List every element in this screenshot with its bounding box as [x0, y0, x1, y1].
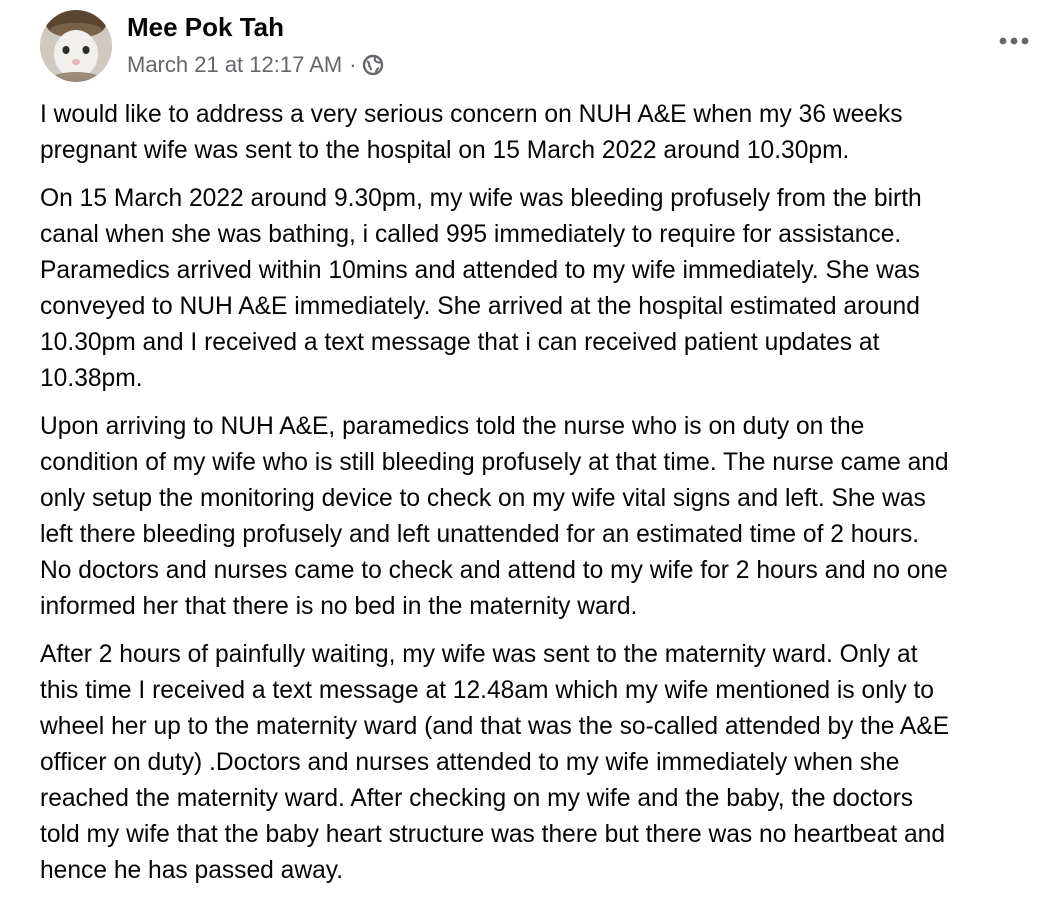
- post-paragraph-1: [40, 97, 1045, 169]
- text-line: I would like to address a very serious concern on NUH A&E when my 36 weeks: [40, 101, 903, 128]
- text-line: wheel her up to the maternity ward (and that was the so-called attended by the A&E: [40, 713, 950, 740]
- text-line: After 2 hours of painfully waiting, my wife was sent to the maternity ward. Only at: [40, 641, 918, 668]
- author-avatar[interactable]: [40, 10, 112, 82]
- more-options-icon: [999, 37, 1029, 45]
- text-line: hence he has passed away.: [40, 857, 344, 884]
- text-line: canal when she was bathing, i called 995 immediately to require for assistance.: [40, 221, 902, 248]
- globe-icon[interactable]: [362, 54, 384, 76]
- post-meta: [127, 52, 384, 78]
- text-line: Upon arriving to NUH A&E, paramedics told the nurse who is on duty on the: [40, 413, 865, 440]
- text-line: pregnant wife was sent to the hospital on 15 March 2022 around 10.30pm.: [40, 137, 850, 164]
- text-line: 10.30pm and I received a text message that i can received patient updates at: [40, 329, 880, 356]
- meta-separator: ·: [349, 52, 357, 77]
- post-header: [0, 0, 1060, 100]
- text-line: condition of my wife who is still bleeding profusely at that time. The nurse came and: [40, 449, 949, 476]
- text-line: only setup the monitoring device to check on my wife vital signs and left. She was: [40, 485, 926, 512]
- text-line: informed her that there is no bed in the maternity ward.: [40, 593, 638, 620]
- text-line: On 15 March 2022 around 9.30pm, my wife was bleeding profusely from the birth: [40, 185, 922, 212]
- text-line: reached the maternity ward. After checking on my wife and the baby, the doctors: [40, 785, 914, 812]
- text-line: told my wife that the baby heart structure was there but there was no heartbeat and: [40, 821, 946, 848]
- text-line: this time I received a text message at 12.48am which my wife mentioned is only to: [40, 677, 934, 704]
- post-timestamp[interactable]: March 21 at 12:17 AM: [127, 52, 343, 77]
- text-line: left there bleeding profusely and left unattended for an estimated time of 2 hours.: [40, 521, 920, 548]
- more-options-button[interactable]: [993, 28, 1035, 54]
- text-line: officer on duty) .Doctors and nurses attended to my wife immediately when she: [40, 749, 900, 776]
- post-body: [40, 97, 1045, 901]
- author-name[interactable]: Mee Pok Tah: [127, 12, 285, 42]
- post-paragraph-2: [40, 181, 1045, 397]
- post-paragraph-4: [40, 637, 1045, 889]
- text-line: 10.38pm.: [40, 365, 143, 392]
- text-line: No doctors and nurses came to check and attend to my wife for 2 hours and no one: [40, 557, 948, 584]
- avatar-image: [40, 10, 112, 82]
- post-paragraph-3: [40, 409, 1045, 625]
- text-line: Paramedics arrived within 10mins and attended to my wife immediately. She was: [40, 257, 920, 284]
- text-line: conveyed to NUH A&E immediately. She arrived at the hospital estimated around: [40, 293, 920, 320]
